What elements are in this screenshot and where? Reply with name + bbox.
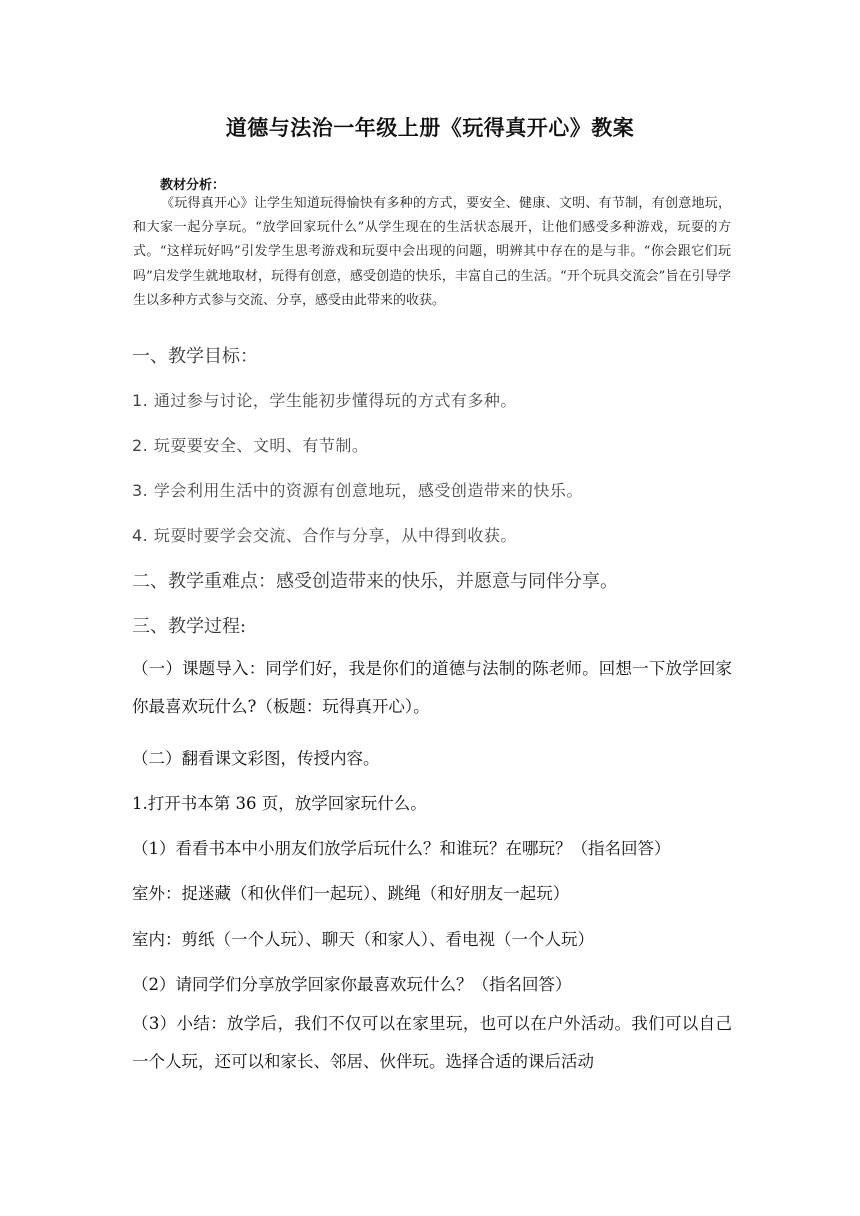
step-intro: （一）课题导入：同学们好，我是你们的道德与法制的陈老师。回想一下放学回家你最喜欢玩什么?（板题：玩得真开心）。 [132, 659, 732, 716]
question-3-summary: （3）小结：放学后，我们不仅可以在家里玩，也可以在户外活动。我们可以自己一个人玩，还可以和家长、邻居、伙伴玩。选择合适的课后活动 [132, 1014, 732, 1071]
objective-item-1: 1. 通过参与讨论，学生能初步懂得玩的方式有多种。 [132, 391, 517, 410]
item-open-book: 1.打开书本第 36 页，放学回家玩什么。 [132, 794, 427, 813]
analysis-heading: 教材分析： [160, 178, 226, 193]
section-objectives-heading: 一、教学目标： [132, 346, 258, 367]
objective-item-2: 2. 玩耍要安全、文明、有节制。 [132, 436, 369, 455]
analysis-paragraph: 《玩得真开心》让学生知道玩得愉快有多种的方式，要安全、健康、文明、有节制，有创意地玩，和大家一起分享玩。“放学回家玩什么”从学生现在的生活状态展开，让他们感受多种游戏，玩耍的方式。“这样玩好吗”引发学生思考游戏和玩耍中会出现的问题，明辨其中存在的是与非。“你会跟它们玩吗”启发学生就地取材，玩得有创意，感受创造的快乐，丰富自己的生活。“开个玩具交流会”旨在引导学生以多种方式参与交流、分享，感受由此带来的收获。 [133, 196, 731, 308]
section-key-points: 二、教学重难点：感受创造带来的快乐，并愿意与同伴分享。 [132, 571, 618, 592]
document-title: 道德与法治一年级上册《玩得真开心》教案 [225, 116, 635, 140]
step-illustration: （二）翻看课文彩图，传授内容。 [132, 749, 380, 768]
section-process-heading: 三、教学过程: [132, 616, 247, 637]
outdoor-activities: 室外：捉迷藏（和伙伴们一起玩）、跳绳（和好朋友一起玩） [132, 884, 570, 903]
question-2: （2）请同学们分享放学回家你最喜欢玩什么？（指名回答） [132, 975, 572, 994]
objective-item-4: 4. 玩耍时要学会交流、合作与分享，从中得到收获。 [132, 526, 517, 545]
objective-item-3: 3. 学会利用生活中的资源有创意地玩，感受创造带来的快乐。 [132, 481, 583, 500]
question-1: （1）看看书本中小朋友们放学后玩什么？和谁玩？在哪玩？（指名回答） [132, 839, 671, 858]
indoor-activities: 室内：剪纸（一个人玩）、聊天（和家人）、看电视（一个人玩） [132, 930, 594, 949]
